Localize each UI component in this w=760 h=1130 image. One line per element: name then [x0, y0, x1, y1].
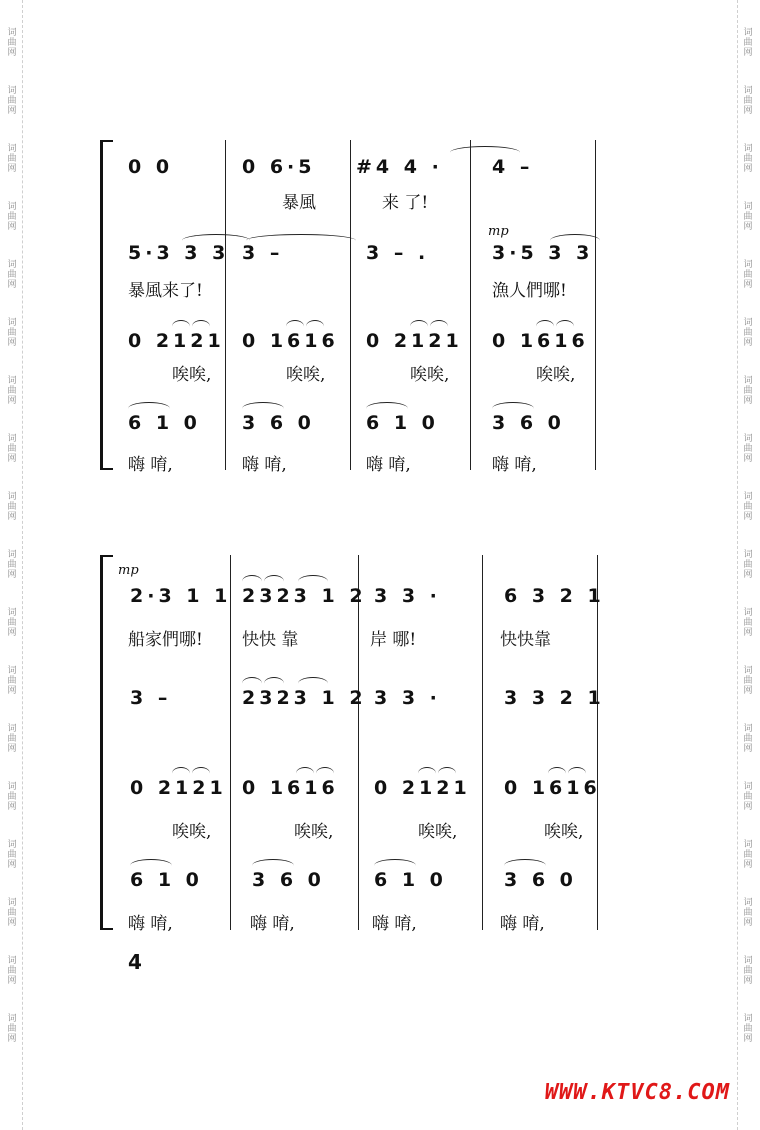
measure-notes: 0 2121 [130, 777, 227, 799]
measure-notes: 3·5 3 3 [492, 242, 594, 264]
lyric-text: 快快靠 [500, 630, 551, 650]
slur [128, 402, 170, 415]
site-watermark: WWW.KTVC8.COM [544, 1080, 730, 1105]
measure-notes: 0 1616 [242, 330, 339, 352]
lyric-text: 唉唉, [172, 365, 212, 385]
slur [418, 767, 436, 780]
slur [242, 677, 262, 690]
slur [182, 234, 250, 247]
measure-notes: 0 6·5 [242, 156, 316, 178]
barline [597, 555, 598, 930]
barline [350, 140, 351, 470]
slur [316, 767, 334, 780]
lyric-text: 来 了! [382, 193, 429, 213]
barline [470, 140, 471, 470]
measure-notes: 3 6 0 [504, 869, 577, 891]
slur [286, 320, 304, 333]
lyric-text: 唉唉, [410, 365, 450, 385]
measure-notes: 3 – [242, 242, 284, 264]
score-system-2 [100, 555, 605, 934]
measure-notes: 0 2121 [374, 777, 471, 799]
measure-notes: 6 1 0 [130, 869, 203, 891]
measure-notes: 0 2121 [366, 330, 463, 352]
measure-notes: 5·3 3 3 [128, 242, 230, 264]
measure-notes: 3 6 0 [492, 412, 565, 434]
lyric-text: 唉唉, [536, 365, 576, 385]
slur [492, 402, 534, 415]
lyric-text: 唉唉, [286, 365, 326, 385]
slur [306, 320, 324, 333]
lyric-text: 嗨 唷, [242, 455, 287, 475]
lyric-text: 暴風 [282, 193, 316, 213]
measure-notes: 3 – [130, 687, 172, 709]
lyric-text: 漁人們哪! [492, 281, 567, 301]
measure-notes: 4 – [492, 156, 534, 178]
measure-notes: 0 0 [128, 156, 174, 178]
slur [242, 575, 262, 588]
slur [172, 767, 190, 780]
dynamic-marking: mp [488, 224, 509, 239]
slur [410, 320, 428, 333]
slur [366, 402, 408, 415]
score-system-1 [100, 140, 605, 475]
slur [130, 859, 172, 872]
measure-notes: 6 1 0 [374, 869, 447, 891]
lyric-text: 船家們哪! [128, 630, 203, 650]
lyric-text: 唉唉, [418, 822, 458, 842]
lyric-text: 快快 靠 [242, 630, 299, 650]
slur [438, 767, 456, 780]
slur [264, 575, 284, 588]
measure-notes: 3 6 0 [252, 869, 325, 891]
measure-notes: 3 3 · [374, 585, 441, 607]
slur [192, 320, 210, 333]
measure-notes: 3 – . [366, 242, 430, 264]
slur [556, 320, 574, 333]
page-number: 4 [128, 950, 142, 974]
side-watermark-right: 词 曲 网 词 曲 网 词 曲 网 词 曲 网 词 曲 网 词 曲 网 词 曲 网 词 曲 网 词 曲 网 词 曲 网 词 曲 网 词 曲 网 词 曲 网 词 曲 网 词 曲 网 词 曲 网 词 曲 网 词 曲 网 [737, 0, 758, 1130]
slur [192, 767, 210, 780]
measure-notes: 3 6 0 [242, 412, 315, 434]
dynamic-marking: mp [118, 563, 139, 578]
barline [230, 555, 231, 930]
lyric-text: 嗨 唷, [372, 914, 417, 934]
measure-notes: 6 1 0 [128, 412, 201, 434]
measure-notes: #4 4 · [356, 156, 443, 178]
slur [548, 767, 566, 780]
barline [595, 140, 596, 470]
slur [172, 320, 190, 333]
side-watermark-left: 词 曲 网 词 曲 网 词 曲 网 词 曲 网 词 曲 网 词 曲 网 词 曲 网 词 曲 网 词 曲 网 词 曲 网 词 曲 网 词 曲 网 词 曲 网 词 曲 网 词 曲 网 词 曲 网 词 曲 网 词 曲 网 [2, 0, 23, 1130]
slur [264, 677, 284, 690]
measure-notes: 0 2121 [128, 330, 225, 352]
slur [298, 575, 328, 588]
slur [252, 859, 294, 872]
lyric-text: 唉唉, [544, 822, 584, 842]
measure-notes: 2·3 1 1 [130, 585, 232, 607]
lyric-text: 暴風来了! [128, 281, 203, 301]
measure-notes: 0 1616 [242, 777, 339, 799]
slur [430, 320, 448, 333]
measure-notes: 6 1 0 [366, 412, 439, 434]
barline [482, 555, 483, 930]
system-brace [100, 140, 113, 470]
slur [450, 146, 520, 159]
slur [568, 767, 586, 780]
lyric-text: 嗨 唷, [500, 914, 545, 934]
slur [298, 677, 328, 690]
lyric-text: 唉唉, [172, 822, 212, 842]
system-brace [100, 555, 113, 930]
barline [225, 140, 226, 470]
measure-notes: 2323 1 2 [242, 687, 367, 709]
lyric-text: 嗨 唷, [250, 914, 295, 934]
lyric-text: 岸 哪! [370, 630, 417, 650]
measure-notes: 0 1616 [492, 330, 589, 352]
lyric-text: 嗨 唷, [128, 914, 173, 934]
measure-notes: 3 3 2 1 [504, 687, 605, 709]
slur [550, 234, 600, 247]
lyric-text: 唉唉, [294, 822, 334, 842]
slur [504, 859, 546, 872]
measure-notes: 3 3 · [374, 687, 441, 709]
measure-notes: 0 1616 [504, 777, 601, 799]
lyric-text: 嗨 唷, [128, 455, 173, 475]
measure-notes: 2323 1 2 [242, 585, 367, 607]
slur [536, 320, 554, 333]
lyric-text: 嗨 唷, [366, 455, 411, 475]
slur [246, 234, 356, 247]
lyric-text: 嗨 唷, [492, 455, 537, 475]
slur [242, 402, 284, 415]
barline [358, 555, 359, 930]
slur [296, 767, 314, 780]
slur [374, 859, 416, 872]
measure-notes: 6 3 2 1 [504, 585, 605, 607]
